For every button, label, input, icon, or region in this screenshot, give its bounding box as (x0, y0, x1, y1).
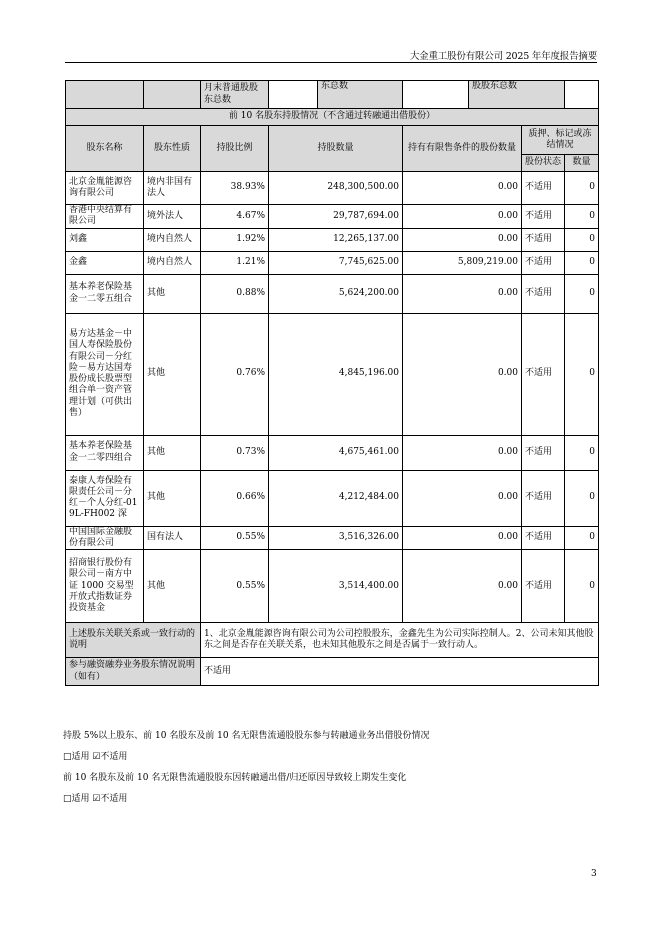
shareholder-nature: 其他 (144, 313, 201, 435)
document-header: 大金重工股份有限公司 2025 年年度报告摘要 (409, 51, 597, 62)
shareholder-name: 中国国际金融股份有限公司 (66, 526, 144, 550)
table-row (66, 313, 599, 435)
header-summary-row (66, 81, 599, 109)
shareholding-ratio: 0.76% (201, 313, 269, 435)
pledge-status: 不适用 (522, 251, 565, 274)
table-row (66, 526, 599, 550)
margin-row (66, 658, 599, 686)
summary-label-2: 东总数 (318, 81, 403, 109)
shareholder-name: 香港中央结算有限公司 (66, 205, 144, 229)
margin-text: 不适用 (201, 658, 599, 686)
col-pledge-qty: 数量 (565, 155, 599, 172)
summary-label-3: 股股东总数 (469, 81, 565, 109)
pledge-status: 不适用 (522, 550, 565, 623)
table-row (66, 550, 599, 623)
column-header-row (66, 126, 599, 155)
shareholder-nature: 境内非国有法人 (144, 172, 201, 205)
shareholding-ratio: 1.92% (201, 228, 269, 251)
shareholding-ratio: 38.93% (201, 172, 269, 205)
pledge-qty: 0 (565, 526, 599, 550)
shareholding-ratio: 0.66% (201, 470, 269, 526)
shareholding-ratio: 4.67% (201, 205, 269, 229)
shareholder-name: 招商银行股份有限公司－南方中证 1000 交易型开放式指数证券投资基金 (66, 550, 144, 623)
note-change-applicability: □适用 ☑不适用 (63, 794, 128, 804)
shareholder-name: 刘鑫 (66, 228, 144, 251)
restricted-qty: 0.00 (403, 205, 522, 229)
table-row (66, 228, 599, 251)
pledge-qty: 0 (565, 251, 599, 274)
margin-label: 参与融资融券业务股东情况说明（如有） (66, 658, 201, 686)
shareholding-ratio: 0.55% (201, 526, 269, 550)
note-lending-applicability: □适用 ☑不适用 (63, 752, 128, 762)
pledge-qty: 0 (565, 205, 599, 229)
pledge-qty: 0 (565, 172, 599, 205)
shareholder-name: 基本养老保险基金一二零四组合 (66, 435, 144, 470)
pledge-status: 不适用 (522, 228, 565, 251)
col-name: 股东名称 (66, 126, 144, 172)
note-lending: 持股 5%以上股东、前 10 名股东及前 10 名无限售流通股股东参与转融通业务出借股份情况 (63, 731, 430, 741)
shareholder-name: 北京金胤能源咨询有限公司 (66, 172, 144, 205)
shareholding-qty: 12,265,137.00 (269, 228, 403, 251)
table-row (66, 435, 599, 470)
restricted-qty: 0.00 (403, 470, 522, 526)
section-title: 前 10 名股东持股情况（不含通过转融通出借股份） (66, 109, 599, 126)
col-qty: 持股数量 (269, 126, 403, 172)
restricted-qty: 0.00 (403, 313, 522, 435)
restricted-qty: 0.00 (403, 172, 522, 205)
shareholding-ratio: 0.73% (201, 435, 269, 470)
shareholder-nature: 境内自然人 (144, 228, 201, 251)
col-restricted: 持有有限售条件的股份数量 (403, 126, 522, 172)
table-row (66, 274, 599, 313)
shareholder-nature: 其他 (144, 274, 201, 313)
note-change: 前 10 名股东及前 10 名无限售流通股股东因转融通出借/归还原因导致较上期发生变化 (63, 773, 407, 783)
shareholding-qty: 29,787,694.00 (269, 205, 403, 229)
col-pledge-status: 股份状态 (522, 155, 565, 172)
shareholder-nature: 国有法人 (144, 526, 201, 550)
relation-text: 1、北京金胤能源咨询有限公司为公司控股股东，金鑫先生为公司实际控制人。2、公司未知其他股东之间是否存在关联关系，也未知其他股东之间是否属于一致行动人。 (201, 623, 599, 658)
shareholding-qty: 3,514,400.00 (269, 550, 403, 623)
pledge-status: 不适用 (522, 470, 565, 526)
shareholder-nature: 其他 (144, 470, 201, 526)
restricted-qty: 0.00 (403, 274, 522, 313)
shareholding-ratio: 1.21% (201, 251, 269, 274)
shareholder-name: 金鑫 (66, 251, 144, 274)
pledge-status: 不适用 (522, 274, 565, 313)
shareholding-qty: 3,516,326.00 (269, 526, 403, 550)
table-row (66, 470, 599, 526)
shareholding-ratio: 0.55% (201, 550, 269, 623)
page-number: 3 (591, 869, 597, 879)
restricted-qty: 0.00 (403, 228, 522, 251)
col-pledge: 质押、标记或冻结情况 (522, 126, 599, 155)
pledge-qty: 0 (565, 274, 599, 313)
section-title-row (66, 109, 599, 126)
restricted-qty: 0.00 (403, 435, 522, 470)
table-row (66, 172, 599, 205)
pledge-qty: 0 (565, 435, 599, 470)
shareholder-name: 基本养老保险基金一二零五组合 (66, 274, 144, 313)
shareholding-qty: 248,300,500.00 (269, 172, 403, 205)
relation-row (66, 623, 599, 658)
top-shareholders-table (65, 80, 599, 686)
pledge-status: 不适用 (522, 313, 565, 435)
pledge-status: 不适用 (522, 205, 565, 229)
table-row (66, 251, 599, 274)
shareholding-ratio: 0.88% (201, 274, 269, 313)
pledge-status: 不适用 (522, 435, 565, 470)
table-row (66, 205, 599, 229)
shareholder-nature: 其他 (144, 550, 201, 623)
col-nature: 股东性质 (144, 126, 201, 172)
pledge-qty: 0 (565, 228, 599, 251)
pledge-qty: 0 (565, 470, 599, 526)
shareholder-name: 泰康人寿保险有限责任公司－分红－个人分红-019L-FH002 深 (66, 470, 144, 526)
shareholding-qty: 7,745,625.00 (269, 251, 403, 274)
restricted-qty: 5,809,219.00 (403, 251, 522, 274)
restricted-qty: 0.00 (403, 526, 522, 550)
relation-label: 上述股东关联关系或一致行动的说明 (66, 623, 201, 658)
shareholder-nature: 境内自然人 (144, 251, 201, 274)
shareholding-qty: 4,675,461.00 (269, 435, 403, 470)
shareholding-qty: 4,845,196.00 (269, 313, 403, 435)
pledge-qty: 0 (565, 550, 599, 623)
summary-label-1: 月末普通股股东总数 (201, 81, 269, 109)
shareholder-nature: 其他 (144, 435, 201, 470)
col-ratio: 持股比例 (201, 126, 269, 172)
shareholder-name: 易方达基金－中国人寿保险股份有限公司－分红险－易方达国寿股份成长股票型组合单一资产管理计划（可供出售） (66, 313, 144, 435)
header-rule (65, 62, 597, 63)
shareholding-qty: 5,624,200.00 (269, 274, 403, 313)
restricted-qty: 0.00 (403, 550, 522, 623)
pledge-status: 不适用 (522, 172, 565, 205)
shareholding-qty: 4,212,484.00 (269, 470, 403, 526)
shareholder-nature: 境外法人 (144, 205, 201, 229)
pledge-qty: 0 (565, 313, 599, 435)
pledge-status: 不适用 (522, 526, 565, 550)
